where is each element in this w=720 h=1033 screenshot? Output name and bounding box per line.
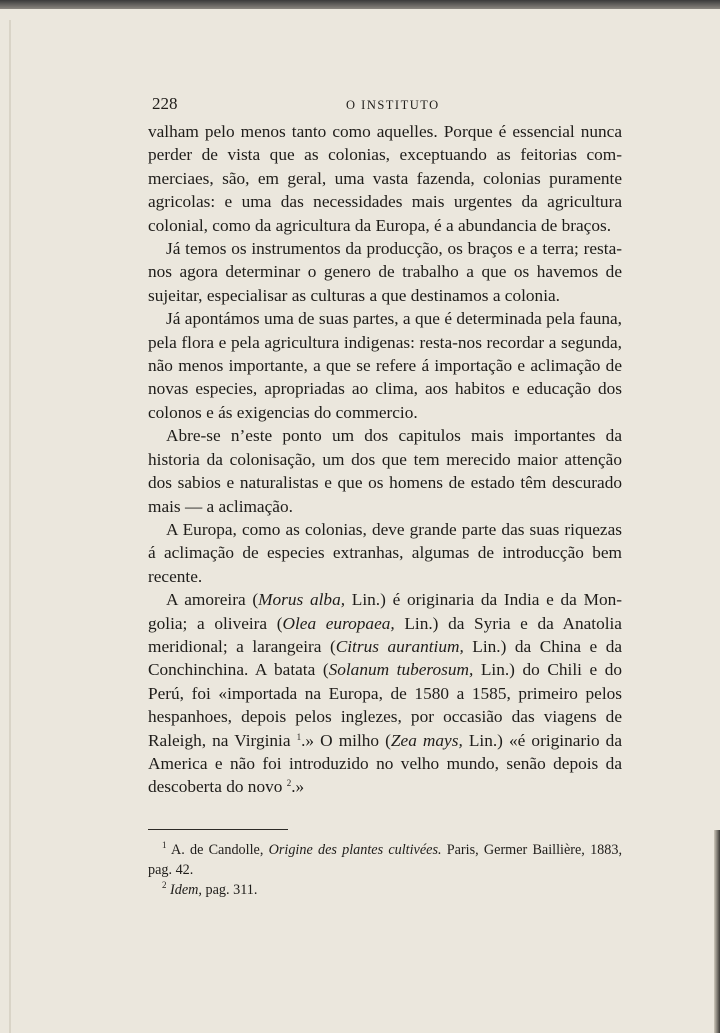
page-number: 228 bbox=[152, 94, 178, 113]
text-run: pag. 311. bbox=[201, 881, 258, 898]
species-name: Solanum tuberosum, bbox=[328, 660, 474, 680]
running-title: O INSTITUTO bbox=[346, 98, 440, 112]
text-run: .» bbox=[291, 777, 305, 797]
cited-title: Idem, bbox=[170, 881, 202, 898]
book-gutter bbox=[9, 20, 11, 1033]
text-run: Lin.) da China e da Conchinchina. A batata ( bbox=[148, 636, 623, 680]
text-run: Paris, Germer Baillière, 1883, pag. 42. bbox=[148, 841, 623, 878]
species-name: Zea mays, bbox=[390, 730, 463, 750]
text-run: Lin.) da Syria e da Anatolia meridional; a larangeira ( bbox=[148, 613, 622, 656]
text-run: Lin.) do Chili e do Perú, foi «importada na Europa, de 1580 a 1585, primeiro pelos hespanhoes, depois pelos inglezes, por occasião das viagens de Raleigh, na Virginia bbox=[148, 660, 622, 750]
text-run: Lin.) é originaria da India e da Mongolia; a oliveira ( bbox=[148, 590, 622, 633]
scan-top-edge bbox=[0, 0, 720, 9]
footnote bbox=[148, 880, 622, 900]
footnote-marker: 1 bbox=[162, 839, 167, 850]
species-name: Morus alba, bbox=[258, 590, 346, 610]
book-page bbox=[148, 92, 622, 900]
scan-right-edge bbox=[714, 830, 720, 1033]
running-head bbox=[148, 92, 622, 120]
footnote-ref[interactable]: 1 bbox=[296, 731, 302, 742]
paragraph: Abre-se n’este ponto um dos capitulos mais importantes da historia da colonisação, um dos que tem merecido maior attenção dos sabios e naturalistas e que os homens de estado têm descurado mais — a aclimação. bbox=[148, 426, 622, 516]
text-run: A amoreira ( bbox=[166, 590, 259, 610]
text-run: Lin.) «é originario da America e não foi introduzido no velho mundo, senão depois da descoberta do novo bbox=[148, 730, 622, 797]
paragraph-plants bbox=[148, 588, 622, 799]
text-run: A. de Candolle, bbox=[166, 841, 269, 858]
footnote-ref[interactable]: 2 bbox=[286, 778, 292, 789]
footnote bbox=[148, 840, 622, 880]
paragraph: A Europa, como as colonias, deve grande parte das suas riquezas á aclimação de especies extranhas, algumas de introducção bem recente. bbox=[148, 519, 622, 586]
species-name: Olea europaea, bbox=[282, 613, 395, 633]
footnote-divider bbox=[148, 829, 288, 830]
text-run: .» O milho ( bbox=[301, 730, 391, 750]
paragraph: Já apontámos uma de suas partes, a que é determinada pela fauna, pela flora e pela agricultura indigenas: resta-nos recordar a segunda, não menos importante, a que se refere á importação e aclimação de novas especies, apropriadas ao clima, aos habitos e educação dos colonos e ás exigencias do commercio. bbox=[148, 309, 622, 422]
cited-title: Origine des plantes cultivées. bbox=[268, 841, 442, 858]
footnote-marker: 2 bbox=[162, 879, 167, 890]
paragraph: valham pelo menos tanto como aquelles. Porque é essencial nunca perder de vista que as colonias, exceptuando as feitorias commerciaes, são, em geral, uma vasta fazenda, colonias puramente agricolas: e uma das necessidades mais urgentes da agricultura colonial, como da agricultura da Europa, é a abundancia de braços. bbox=[148, 122, 622, 235]
species-name: Citrus aurantium, bbox=[335, 636, 464, 656]
paragraph: Já temos os instrumentos da producção, os braços e a terra; resta-nos agora determinar o genero de trabalho a que os havemos de sujeitar, especialisar as culturas a que destinamos a colonia. bbox=[148, 239, 622, 305]
